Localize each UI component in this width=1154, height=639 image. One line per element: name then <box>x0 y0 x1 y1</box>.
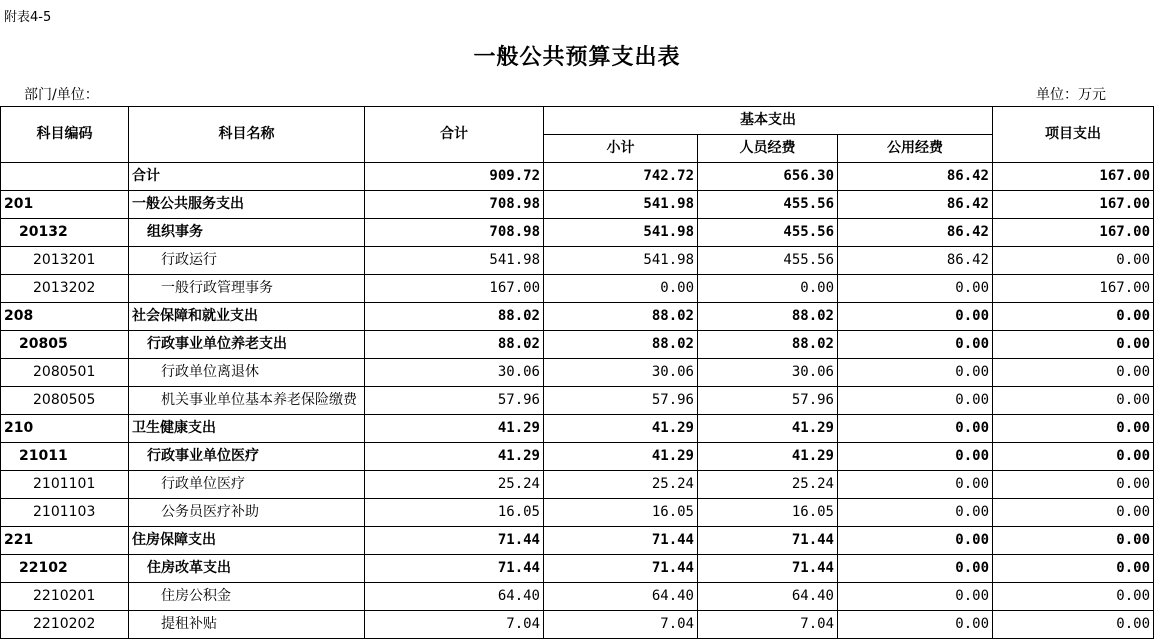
cell-subtotal: 742.72 <box>544 163 698 191</box>
cell-name: 住房改革支出 <box>129 555 365 583</box>
table-row <box>1 303 1154 331</box>
cell-code: 21011 <box>1 443 129 471</box>
cell-subtotal: 88.02 <box>544 331 698 359</box>
cell-personnel: 16.05 <box>698 499 838 527</box>
cell-project: 0.00 <box>993 583 1154 611</box>
unit-label: 单位：万元 <box>1036 87 1106 103</box>
cell-name: 合计 <box>129 163 365 191</box>
cell-code: 20132 <box>1 219 129 247</box>
header-basic: 基本支出 <box>544 107 993 135</box>
cell-personnel: 455.56 <box>698 219 838 247</box>
cell-code: 20805 <box>1 331 129 359</box>
cell-total: 16.05 <box>365 499 544 527</box>
cell-public: 86.42 <box>838 247 993 275</box>
cell-public: 86.42 <box>838 219 993 247</box>
cell-project: 0.00 <box>993 499 1154 527</box>
table-row <box>1 219 1154 247</box>
table-row <box>1 247 1154 275</box>
cell-total: 57.96 <box>365 387 544 415</box>
budget-table <box>0 106 1154 639</box>
header-project: 项目支出 <box>993 107 1154 163</box>
cell-personnel: 25.24 <box>698 471 838 499</box>
cell-subtotal: 41.29 <box>544 415 698 443</box>
header-personnel: 人员经费 <box>698 135 838 163</box>
table-row <box>1 163 1154 191</box>
cell-project: 167.00 <box>993 275 1154 303</box>
cell-name: 社会保障和就业支出 <box>129 303 365 331</box>
cell-personnel: 71.44 <box>698 555 838 583</box>
cell-total: 64.40 <box>365 583 544 611</box>
cell-project: 0.00 <box>993 331 1154 359</box>
cell-project: 0.00 <box>993 443 1154 471</box>
cell-name: 一般公共服务支出 <box>129 191 365 219</box>
cell-code: 208 <box>1 303 129 331</box>
cell-project: 0.00 <box>993 471 1154 499</box>
table-row <box>1 583 1154 611</box>
cell-name: 一般行政管理事务 <box>129 275 365 303</box>
cell-project: 167.00 <box>993 191 1154 219</box>
cell-personnel: 7.04 <box>698 611 838 639</box>
table-row <box>1 331 1154 359</box>
cell-name: 行政单位离退休 <box>129 359 365 387</box>
table-body <box>1 163 1154 639</box>
cell-subtotal: 541.98 <box>544 191 698 219</box>
cell-subtotal: 41.29 <box>544 443 698 471</box>
cell-personnel: 57.96 <box>698 387 838 415</box>
cell-name: 公务员医疗补助 <box>129 499 365 527</box>
cell-subtotal: 16.05 <box>544 499 698 527</box>
header-public: 公用经费 <box>838 135 993 163</box>
cell-total: 30.06 <box>365 359 544 387</box>
cell-subtotal: 541.98 <box>544 247 698 275</box>
cell-code: 2101103 <box>1 499 129 527</box>
cell-public: 0.00 <box>838 527 993 555</box>
cell-project: 0.00 <box>993 359 1154 387</box>
header-total: 合计 <box>365 107 544 163</box>
cell-code: 201 <box>1 191 129 219</box>
table-row <box>1 415 1154 443</box>
cell-code: 221 <box>1 527 129 555</box>
cell-project: 0.00 <box>993 303 1154 331</box>
cell-total: 7.04 <box>365 611 544 639</box>
cell-subtotal: 541.98 <box>544 219 698 247</box>
cell-public: 0.00 <box>838 331 993 359</box>
cell-project: 167.00 <box>993 219 1154 247</box>
cell-subtotal: 71.44 <box>544 555 698 583</box>
cell-total: 708.98 <box>365 219 544 247</box>
table-row <box>1 443 1154 471</box>
cell-total: 41.29 <box>365 443 544 471</box>
cell-code: 2210201 <box>1 583 129 611</box>
cell-subtotal: 88.02 <box>544 303 698 331</box>
cell-total: 25.24 <box>365 471 544 499</box>
cell-project: 0.00 <box>993 611 1154 639</box>
cell-personnel: 88.02 <box>698 331 838 359</box>
cell-subtotal: 25.24 <box>544 471 698 499</box>
cell-subtotal: 30.06 <box>544 359 698 387</box>
cell-personnel: 0.00 <box>698 275 838 303</box>
cell-name: 住房保障支出 <box>129 527 365 555</box>
cell-public: 0.00 <box>838 611 993 639</box>
table-row <box>1 471 1154 499</box>
cell-public: 0.00 <box>838 443 993 471</box>
cell-public: 0.00 <box>838 387 993 415</box>
page-title: 一般公共预算支出表 <box>473 45 681 70</box>
table-row <box>1 387 1154 415</box>
cell-personnel: 64.40 <box>698 583 838 611</box>
cell-name: 机关事业单位基本养老保险缴费 <box>129 387 365 415</box>
cell-name: 提租补贴 <box>129 611 365 639</box>
table-row <box>1 611 1154 639</box>
cell-subtotal: 0.00 <box>544 275 698 303</box>
cell-personnel: 71.44 <box>698 527 838 555</box>
table-row <box>1 499 1154 527</box>
header-subtotal: 小计 <box>544 135 698 163</box>
cell-personnel: 41.29 <box>698 415 838 443</box>
cell-total: 541.98 <box>365 247 544 275</box>
cell-code: 210 <box>1 415 129 443</box>
dept-label: 部门/单位： <box>24 87 99 103</box>
cell-code <box>1 163 129 191</box>
cell-name: 行政单位医疗 <box>129 471 365 499</box>
table-row <box>1 359 1154 387</box>
cell-project: 0.00 <box>993 387 1154 415</box>
cell-name: 住房公积金 <box>129 583 365 611</box>
cell-total: 71.44 <box>365 527 544 555</box>
table-row <box>1 527 1154 555</box>
cell-total: 88.02 <box>365 303 544 331</box>
cell-subtotal: 64.40 <box>544 583 698 611</box>
cell-total: 88.02 <box>365 331 544 359</box>
cell-code: 2101101 <box>1 471 129 499</box>
table-row <box>1 191 1154 219</box>
cell-public: 0.00 <box>838 555 993 583</box>
cell-name: 行政运行 <box>129 247 365 275</box>
cell-project: 0.00 <box>993 527 1154 555</box>
cell-name: 组织事务 <box>129 219 365 247</box>
cell-subtotal: 57.96 <box>544 387 698 415</box>
cell-total: 909.72 <box>365 163 544 191</box>
cell-public: 86.42 <box>838 191 993 219</box>
cell-public: 86.42 <box>838 163 993 191</box>
cell-public: 0.00 <box>838 415 993 443</box>
cell-total: 41.29 <box>365 415 544 443</box>
cell-project: 167.00 <box>993 163 1154 191</box>
cell-total: 708.98 <box>365 191 544 219</box>
cell-code: 2210202 <box>1 611 129 639</box>
header-code: 科目编码 <box>1 107 129 163</box>
table-row <box>1 555 1154 583</box>
cell-code: 2080501 <box>1 359 129 387</box>
cell-total: 167.00 <box>365 275 544 303</box>
cell-subtotal: 7.04 <box>544 611 698 639</box>
cell-public: 0.00 <box>838 583 993 611</box>
cell-name: 行政事业单位养老支出 <box>129 331 365 359</box>
cell-code: 2080505 <box>1 387 129 415</box>
cell-personnel: 30.06 <box>698 359 838 387</box>
cell-code: 2013201 <box>1 247 129 275</box>
cell-project: 0.00 <box>993 247 1154 275</box>
cell-name: 行政事业单位医疗 <box>129 443 365 471</box>
cell-public: 0.00 <box>838 275 993 303</box>
cell-total: 71.44 <box>365 555 544 583</box>
cell-personnel: 656.30 <box>698 163 838 191</box>
cell-project: 0.00 <box>993 415 1154 443</box>
cell-code: 22102 <box>1 555 129 583</box>
cell-public: 0.00 <box>838 471 993 499</box>
cell-public: 0.00 <box>838 499 993 527</box>
cell-name: 卫生健康支出 <box>129 415 365 443</box>
cell-code: 2013202 <box>1 275 129 303</box>
cell-personnel: 455.56 <box>698 247 838 275</box>
cell-subtotal: 71.44 <box>544 527 698 555</box>
cell-personnel: 455.56 <box>698 191 838 219</box>
header-name: 科目名称 <box>129 107 365 163</box>
doc-number: 附表4-5 <box>4 10 52 25</box>
table-row <box>1 275 1154 303</box>
cell-personnel: 88.02 <box>698 303 838 331</box>
cell-personnel: 41.29 <box>698 443 838 471</box>
cell-project: 0.00 <box>993 555 1154 583</box>
cell-public: 0.00 <box>838 303 993 331</box>
cell-public: 0.00 <box>838 359 993 387</box>
